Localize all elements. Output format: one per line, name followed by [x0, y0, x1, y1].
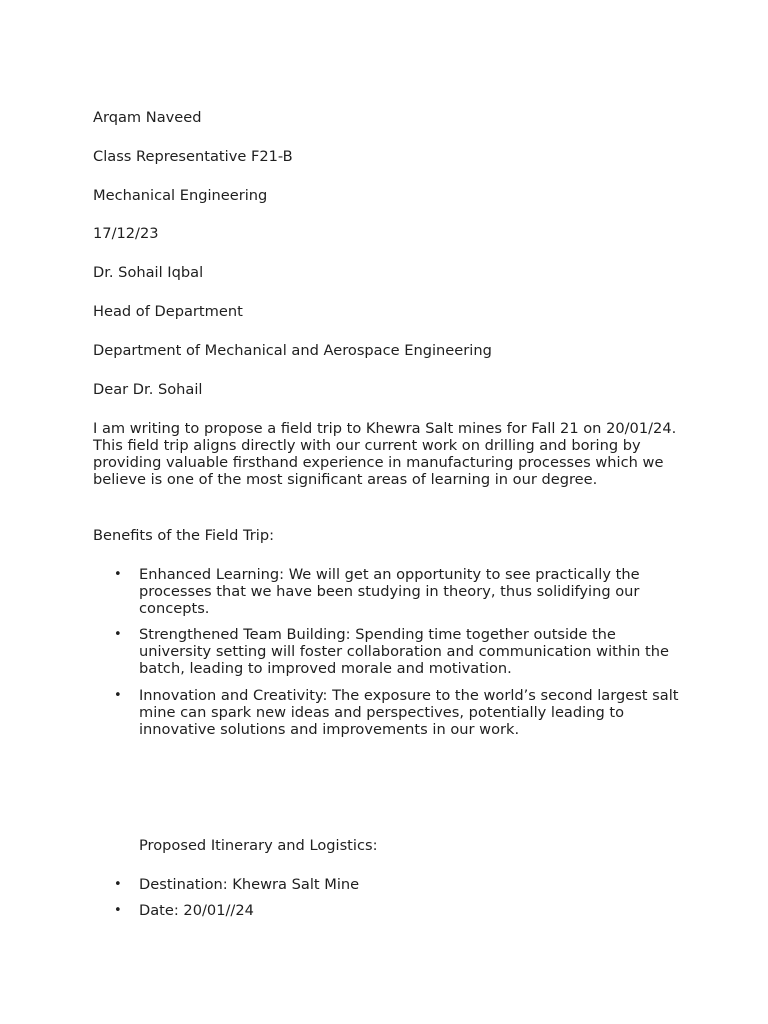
sender-position: Class Representative F21-B [93, 148, 293, 165]
sender-department: Mechanical Engineering [93, 187, 268, 204]
bullet-icon: • [114, 877, 122, 892]
bullet-icon: • [114, 903, 122, 918]
sender-name: Arqam Naveed [93, 109, 202, 126]
benefit-text: Strengthened Team Building: Spending time together outside the university setting will foster collaboration and communication within the batch, leading to improved morale and motivation. [139, 626, 669, 677]
recipient-position: Head of Department [93, 303, 243, 320]
bullet-icon: • [114, 567, 122, 582]
bullet-icon: • [114, 627, 122, 642]
benefit-text: Innovation and Creativity: The exposure to the world’s second largest salt mine can spark new ideas and perspectives, potentially leading to innovative solutions and improvements in our work. [139, 687, 679, 738]
benefits-heading: Benefits of the Field Trip: [93, 527, 274, 544]
bullet-icon: • [114, 688, 122, 703]
recipient-department: Department of Mechanical and Aerospace Engineering [93, 342, 492, 359]
benefit-text: Enhanced Learning: We will get an opportunity to see practically the processes that we have been studying in theory, thus solidifying our concepts. [139, 566, 640, 617]
itinerary-text: Destination: Khewra Salt Mine [139, 876, 360, 893]
itinerary-heading: Proposed Itinerary and Logistics: [139, 837, 378, 854]
letter-date: 17/12/23 [93, 225, 159, 242]
itinerary-text: Date: 20/01//24 [139, 902, 254, 919]
salutation: Dear Dr. Sohail [93, 381, 203, 398]
intro-paragraph: I am writing to propose a field trip to Khewra Salt mines for Fall 21 on 20/01/24. This field trip aligns directly with our current work on drilling and boring by providing valuable firsthand experience in manufacturing processes which we believe is one of the most significant areas of learning in our degree. [93, 420, 677, 488]
recipient-name: Dr. Sohail Iqbal [93, 264, 204, 281]
